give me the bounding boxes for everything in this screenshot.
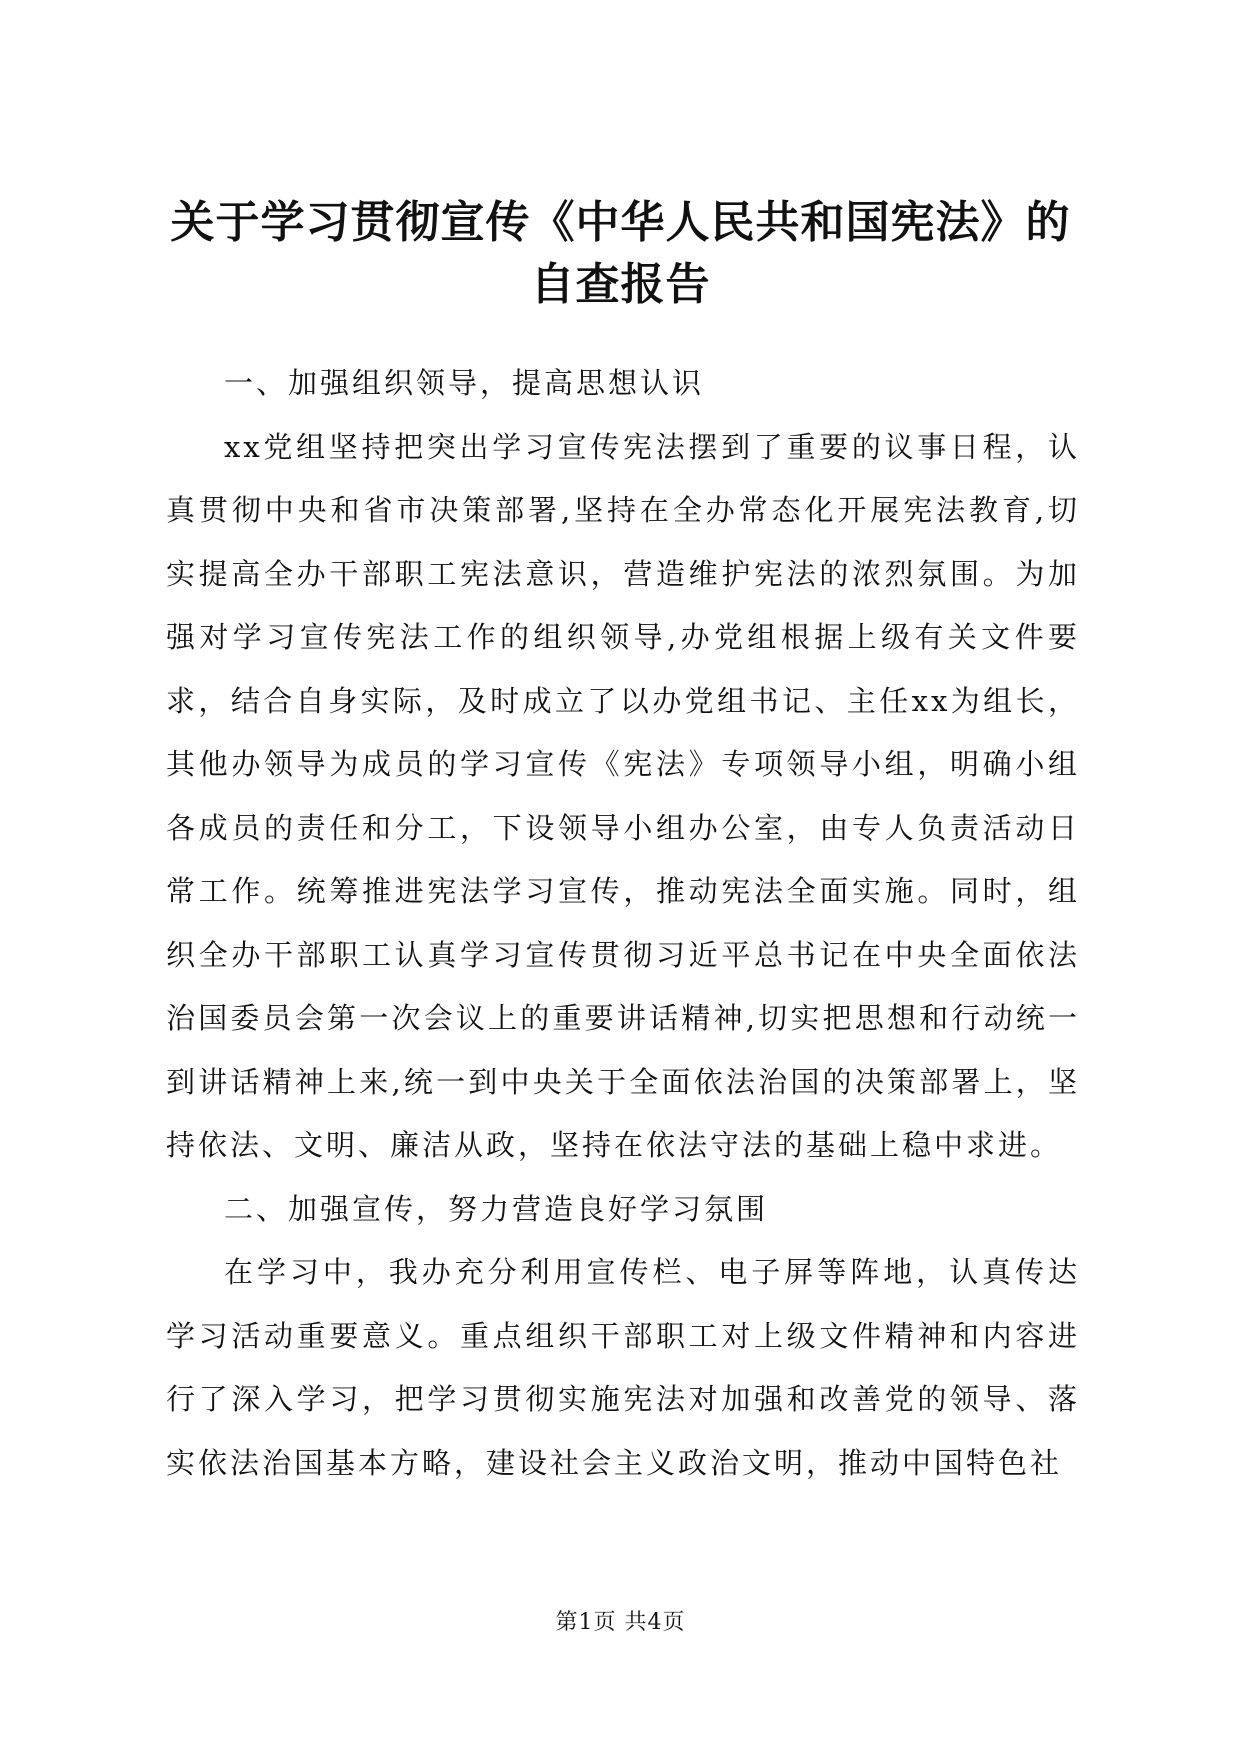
document-body [166,352,1080,1495]
title-line-1: 关于学习贯彻宣传《中华人民共和国宪法》的 [170,197,1071,248]
page-footer: 第1页 共4页 [555,1610,686,1635]
section-paragraph-1: xx党组坚持把突出学习宣传宪法摆到了重要的议事日程，认真贯彻中央和省市决策部署,坚持在全办常态化开展宪法教育,切实提高全办干部职工宪法意识，营造维护宪法的浓烈氛围。为加强对学习宣传宪法工作的组织领导,办党组根据上级有关文件要求，结合自身实际，及时成立了以办党组书记、主任xx为组长，其他办领导为成员的学习宣传《宪法》专项领导小组，明确小组各成员的责任和分工，下设领导小组办公室，由专人负责活动日常工作。统筹推进宪法学习宣传，推动宪法全面实施。同时，组织全办干部职工认真学习宣传贯彻习近平总书记在中央全面依法治国委员会第一次会议上的重要讲话精神,切实把思想和行动统一到讲话精神上来,统一到中央关于全面依法治国的决策部署上，坚持依法、文明、廉洁从政，坚持在依法守法的基础上稳中求进。 [166,429,1080,1162]
document-title [150,192,1091,316]
section-heading-2: 二、加强宣传，努力营造良好学习氛围 [224,1191,769,1226]
title-line-2: 自查报告 [530,259,711,310]
section-paragraph-2: 在学习中，我办充分利用宣传栏、电子屏等阵地，认真传达学习活动重要意义。重点组织干部职工对上级文件精神和内容进行了深入学习，把学习贯彻实施宪法对加强和改善党的领导、落实依法治国基本方略，建设社会主义政治文明，推动中国特色社 [166,1255,1080,1480]
section-heading-1: 一、加强组织领导，提高思想认识 [224,366,705,400]
